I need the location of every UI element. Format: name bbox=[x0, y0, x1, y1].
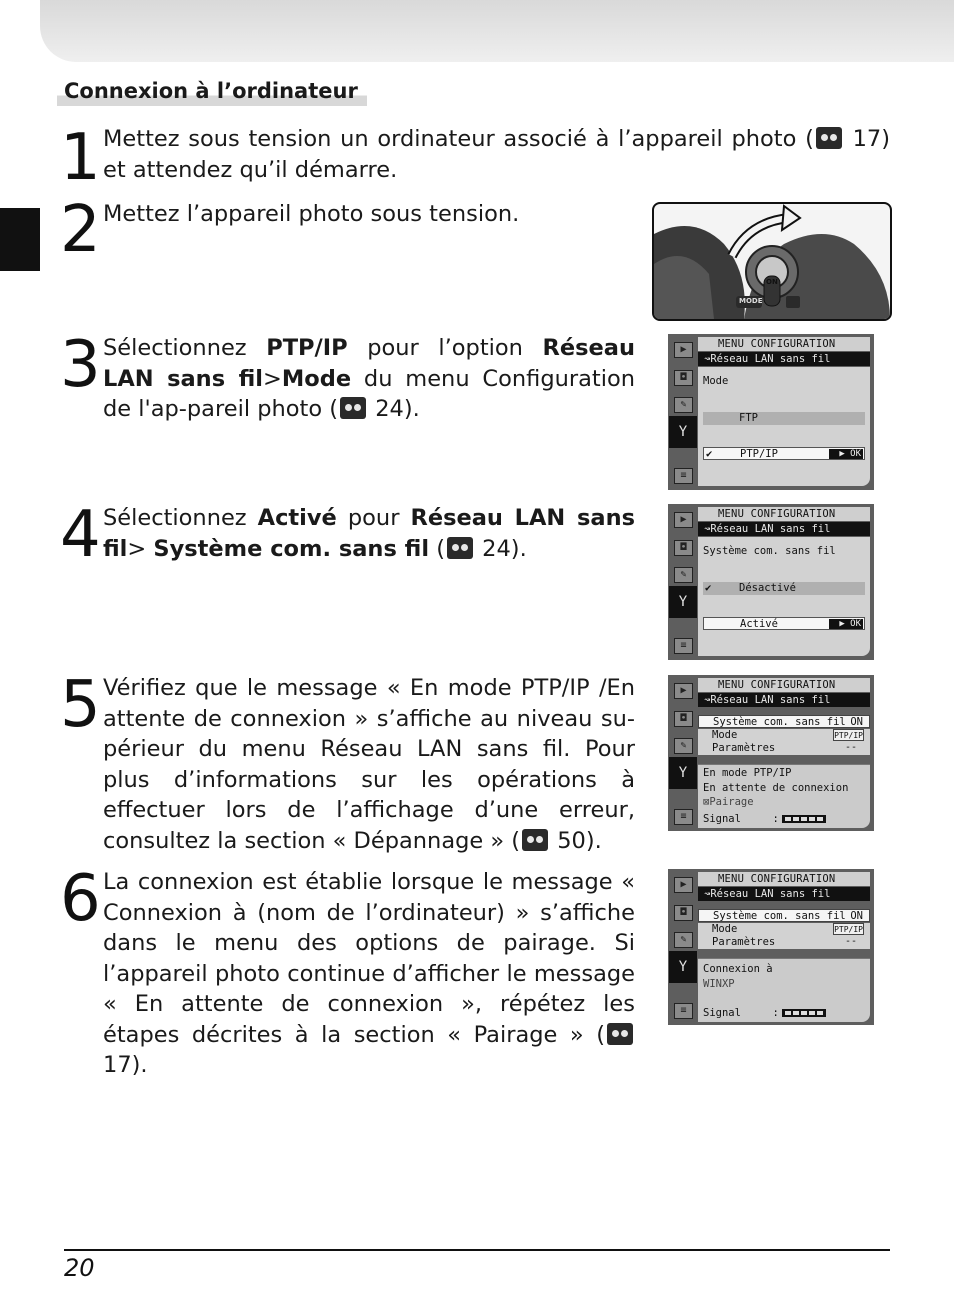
lcd-submenu-text: Réseau LAN sans fil bbox=[710, 523, 831, 535]
lcd-status-line: En attente de connexion bbox=[703, 782, 849, 794]
lcd-row-label: Système com. sans fil bbox=[713, 716, 846, 728]
step-number-4: 4 bbox=[60, 498, 99, 572]
lcd-submenu-title bbox=[698, 522, 870, 536]
step-number-1: 1 bbox=[60, 121, 99, 195]
pencil-icon: ✎ bbox=[674, 567, 693, 583]
camera-icon: ◘ bbox=[674, 540, 693, 556]
lcd-sidebar bbox=[668, 869, 698, 1025]
lcd-body bbox=[698, 537, 870, 656]
lcd-submenu-title bbox=[698, 693, 870, 707]
reference-icon bbox=[607, 1023, 633, 1045]
lcd-status-line: En mode PTP/IP bbox=[703, 767, 792, 779]
lcd-ok-text: OK bbox=[850, 619, 861, 629]
step-3-bold: Mode bbox=[281, 365, 352, 392]
pencil-icon: ✎ bbox=[674, 397, 693, 413]
wireless-icon: ↝ bbox=[704, 694, 711, 706]
lcd-body bbox=[698, 708, 870, 827]
step-3-part: 24). bbox=[375, 396, 420, 422]
step-1-part: Mettez sous tension un ordinateur associé à l’appareil photo ( bbox=[103, 126, 814, 152]
lcd-menu-header: MENU CONFIGURATION bbox=[698, 507, 870, 521]
step-text-3 bbox=[103, 333, 635, 425]
recent-settings-icon: ≡ bbox=[674, 809, 693, 825]
lcd-title: Mode bbox=[703, 375, 729, 387]
camera-icon: ◘ bbox=[674, 711, 693, 727]
step-number-3: 3 bbox=[60, 328, 99, 402]
lcd-menu-header: MENU CONFIGURATION bbox=[698, 337, 870, 351]
lcd-signal-label: Signal bbox=[703, 813, 741, 825]
step-4-part: ( bbox=[429, 535, 445, 562]
lcd-ok-text: OK bbox=[850, 449, 861, 459]
lcd-body bbox=[698, 902, 870, 1021]
step-6-part: La connexion est établie lorsque le message « Connexion à (nom de l’ordinateur) » s’affiche dans le menu des options de pairage. Si l’appareil photo continue d’afficher le message « En attente de connexion », répétez les étapes décrites à la section « Pairage » ( bbox=[103, 869, 635, 1048]
step-5-part: Vérifiez que le message « En mode PTP/IP /En attente de connexion » s’affiche au niveau su-périeur du menu Réseau LAN sans fil. Pour plus d’informations sur les opérations à effectuer lors de l’affichage d’une erreur, consultez la section « Dépannage » ( bbox=[103, 675, 635, 854]
wireless-icon: ↝ bbox=[704, 888, 711, 900]
lcd-row-mode bbox=[698, 923, 870, 936]
signal-strength-icon bbox=[782, 815, 826, 823]
lcd-option-label: Désactivé bbox=[739, 582, 796, 594]
checkmark-icon: ✔ bbox=[706, 448, 713, 460]
lcd-row-label: Système com. sans fil bbox=[713, 910, 846, 922]
recent-settings-icon: ≡ bbox=[674, 638, 693, 654]
power-on-label: ON bbox=[766, 278, 778, 286]
mode-button-label: MODE bbox=[739, 297, 763, 305]
footer-rule bbox=[64, 1249, 890, 1251]
lcd-row-label: Mode bbox=[712, 729, 738, 741]
step-6-part: 17). bbox=[103, 1052, 148, 1078]
reference-icon bbox=[447, 537, 473, 559]
camera-power-switch-illustration bbox=[652, 202, 892, 321]
lcd-option-ptpip bbox=[703, 447, 865, 460]
lcd-title: Système com. sans fil bbox=[703, 545, 836, 557]
lcd-row-label: Mode bbox=[712, 923, 738, 935]
checkmark-icon: ✔ bbox=[705, 582, 712, 594]
lcd-sidebar bbox=[668, 334, 698, 490]
page-number: 20 bbox=[64, 1254, 95, 1282]
lcd-option-active bbox=[703, 617, 865, 630]
step-2-part: Mettez l’appareil photo sous tension. bbox=[103, 201, 520, 227]
step-3-part: du menu Configuration de l'ap-pareil photo ( bbox=[103, 365, 636, 422]
step-4-part: pour bbox=[336, 505, 411, 531]
lcd-sidebar bbox=[668, 504, 698, 660]
step-text-5 bbox=[103, 673, 635, 856]
lcd-row-label: Paramètres bbox=[712, 936, 776, 948]
camera-icon: ◘ bbox=[674, 905, 693, 921]
lcd-submenu-text: Réseau LAN sans fil bbox=[710, 353, 831, 365]
lcd-option-label: PTP/IP bbox=[740, 448, 778, 460]
playback-icon: ▶ bbox=[674, 342, 693, 358]
camera-icon: ◘ bbox=[674, 370, 693, 386]
lcd-signal-label: Signal bbox=[703, 1007, 741, 1019]
lcd-screen-connected bbox=[668, 869, 874, 1025]
lcd-row-wireless bbox=[698, 715, 870, 728]
step-text-1 bbox=[103, 124, 890, 185]
lcd-submenu-title bbox=[698, 887, 870, 901]
step-3-part: > bbox=[263, 365, 282, 392]
lcd-row-wireless bbox=[698, 909, 870, 922]
lcd-row-value: ON bbox=[850, 716, 863, 728]
lcd-pairing-line bbox=[703, 796, 754, 809]
reference-icon bbox=[816, 127, 842, 149]
step-3-bold: PTP/IP bbox=[266, 335, 348, 361]
lcd-sidebar bbox=[668, 675, 698, 831]
step-3-part: pour l’option bbox=[347, 335, 543, 361]
camera-power-switch-drawing bbox=[654, 204, 890, 319]
wireless-icon: ↝ bbox=[704, 523, 711, 535]
lcd-pairing-text: Pairage bbox=[709, 796, 754, 808]
wrench-icon: Y bbox=[669, 416, 697, 448]
section-title-text: Connexion à l’ordinateur bbox=[64, 79, 358, 103]
step-text-2 bbox=[103, 199, 633, 230]
signal-strength-icon bbox=[782, 1009, 826, 1017]
lcd-menu-header: MENU CONFIGURATION bbox=[698, 678, 870, 692]
wireless-icon: ↝ bbox=[704, 353, 711, 365]
lcd-signal-line: Signal : bbox=[703, 1007, 826, 1020]
step-3-part: Sélectionnez bbox=[103, 335, 267, 361]
step-4-part: 24). bbox=[482, 535, 527, 562]
lcd-ok-badge: ▶ OK bbox=[829, 449, 863, 459]
step-4-part: Sélectionnez bbox=[103, 505, 258, 531]
lcd-screen-waiting bbox=[668, 675, 874, 831]
pencil-icon: ✎ bbox=[674, 738, 693, 754]
lcd-ok-badge: ▶ OK bbox=[829, 619, 863, 629]
lcd-row-label: Paramètres bbox=[712, 742, 776, 754]
lcd-submenu-text: Réseau LAN sans fil bbox=[710, 694, 831, 706]
chapter-tab bbox=[0, 208, 40, 271]
pairing-icon: ⊠ bbox=[703, 796, 710, 808]
playback-icon: ▶ bbox=[674, 877, 693, 893]
pencil-icon: ✎ bbox=[674, 932, 693, 948]
lcd-submenu-text: Réseau LAN sans fil bbox=[710, 888, 831, 900]
lcd-screen-mode bbox=[668, 334, 874, 490]
lcd-status-line: Connexion à bbox=[703, 963, 773, 975]
lcd-row-settings bbox=[698, 936, 870, 949]
step-text-4 bbox=[103, 503, 635, 564]
recent-settings-icon: ≡ bbox=[674, 468, 693, 484]
step-5-part: 50). bbox=[557, 827, 602, 854]
lcd-mode-tag: PTP/IP bbox=[834, 925, 863, 934]
wrench-icon: Y bbox=[669, 586, 697, 618]
reference-icon bbox=[522, 829, 548, 851]
lcd-menu-header: MENU CONFIGURATION bbox=[698, 872, 870, 886]
lcd-submenu-title bbox=[698, 352, 870, 366]
lcd-row-value: -- bbox=[844, 742, 858, 753]
recent-settings-icon: ≡ bbox=[674, 1003, 693, 1019]
step-1-part: 17) et attendez qu’il démarre. bbox=[103, 126, 890, 183]
step-4-bold: Réseau LAN sans fil bbox=[103, 505, 635, 562]
reference-icon bbox=[340, 397, 366, 419]
lcd-mode-tag: PTP/IP bbox=[834, 731, 863, 740]
step-4-bold: Système com. sans fil bbox=[153, 535, 430, 562]
lcd-body bbox=[698, 367, 870, 486]
lcd-row-value: ON bbox=[850, 910, 863, 922]
page-header-band bbox=[40, 0, 954, 62]
lcd-option-label: FTP bbox=[739, 412, 758, 424]
lcd-row-settings bbox=[698, 742, 870, 755]
playback-icon: ▶ bbox=[674, 512, 693, 528]
lcd-option-ftp bbox=[703, 412, 865, 425]
wrench-icon: Y bbox=[669, 951, 697, 983]
lcd-option-label: Activé bbox=[740, 618, 778, 630]
step-3-bold: Réseau LAN sans fil bbox=[103, 335, 635, 392]
step-number-2: 2 bbox=[60, 193, 99, 267]
playback-icon: ▶ bbox=[674, 683, 693, 699]
lcd-screen-wireless-system bbox=[668, 504, 874, 660]
step-4-part: > bbox=[127, 535, 154, 562]
lcd-status-panel bbox=[698, 764, 870, 828]
section-title bbox=[57, 78, 367, 106]
lcd-row-value: -- bbox=[844, 936, 858, 947]
step-number-5: 5 bbox=[60, 668, 99, 742]
lcd-option-desactive bbox=[703, 582, 865, 595]
step-text-6 bbox=[103, 867, 635, 1081]
lcd-signal-line: Signal : bbox=[703, 813, 826, 826]
lcd-row-mode bbox=[698, 729, 870, 742]
lcd-computer-name: WINXP bbox=[703, 978, 735, 990]
wrench-icon: Y bbox=[669, 757, 697, 789]
step-4-bold: Activé bbox=[257, 505, 337, 531]
lcd-status-panel bbox=[698, 958, 870, 1022]
step-number-6: 6 bbox=[60, 862, 99, 936]
